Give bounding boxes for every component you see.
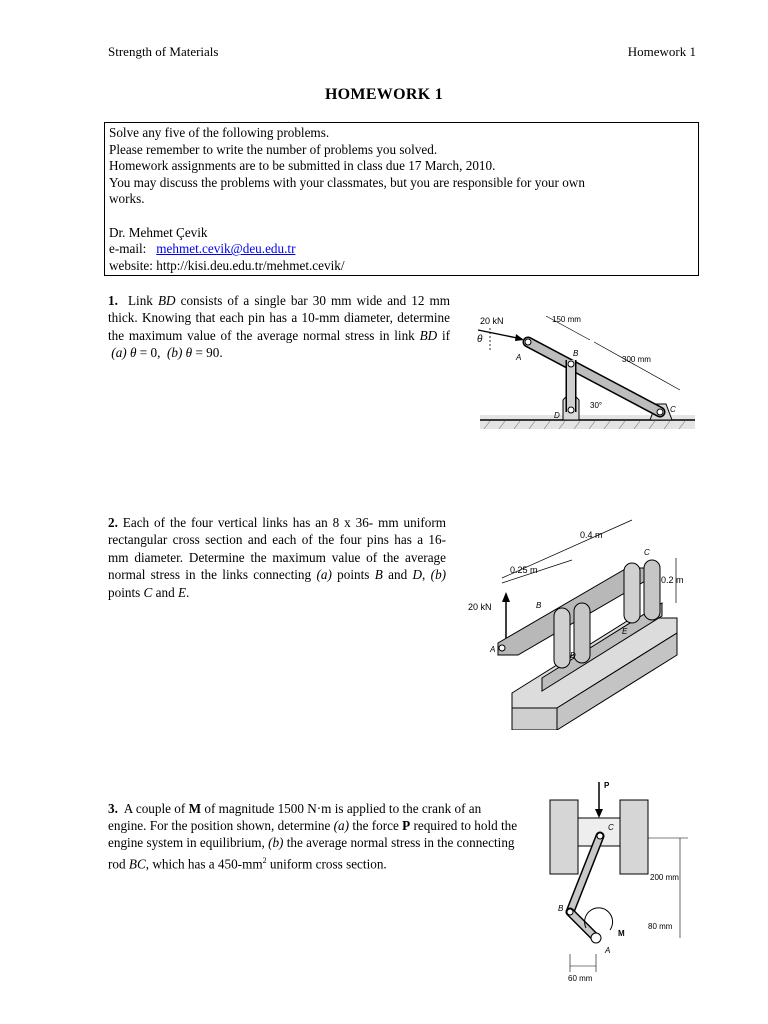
pin-b [567, 909, 573, 915]
moment-label: M [618, 929, 625, 938]
problem-text: which has a 450-mm [152, 856, 263, 871]
email-label: e-mail: [109, 241, 147, 257]
point-label: C [608, 823, 614, 832]
point-label: E [622, 627, 628, 636]
problem-number: 3. [108, 801, 118, 816]
part-label: (a) [333, 818, 350, 834]
website-url[interactable]: http://kisi.deu.edu.tr/mehmet.cevik/ [156, 257, 345, 273]
link-bd-1 [554, 608, 570, 668]
email-row [109, 241, 694, 258]
crank-ab-fill [570, 912, 596, 938]
part-label: (a) [111, 345, 127, 361]
instruction-line: Homework assignments are to be submitted in class due 17 March, 2010. [109, 158, 496, 174]
part-label: (a) [316, 567, 332, 583]
running-header-left: Strength of Materials [108, 44, 219, 59]
problem-text: of magnitude 1500 N·m is applied to the crank of an engine. For the position shown, determine [108, 801, 482, 834]
figure-problem-2 [462, 508, 702, 730]
pin-b [568, 361, 574, 367]
website-label: website: [109, 257, 153, 273]
problem-3-text: 3. A couple of M of magnitude 1500 N·m is applied to the crank of an engine. For the position shown, determine (a) the force P required to hold the engine system in equilibrium, (b) the average normal stress in the connecting rod BC, which has a $450-mm^2$ uniform cross section. [108, 801, 518, 871]
instructions-box [104, 122, 699, 276]
problem-1-text [108, 292, 450, 362]
point-label: D [412, 567, 423, 583]
pin-d [568, 407, 574, 413]
problem-text: Link [127, 293, 153, 308]
point-label: B [558, 904, 564, 913]
dim-label: 0.25 m [510, 565, 538, 575]
symbol-m: M [188, 801, 202, 816]
problem-text: Each of the four vertical links has an 8 x 36- mm uniform rectangular cross section and each of the four pins has a 16- mm diameter. Determine the maximum value of the average normal stress in the links connecting [108, 515, 447, 583]
point-label: B [374, 567, 383, 583]
point-label: A [490, 645, 496, 654]
angle-label: 30° [590, 401, 603, 410]
point-label: E [177, 584, 187, 600]
figure-problem-1 [470, 300, 700, 440]
problem-text: points [108, 584, 141, 600]
instruction-line: You may discuss the problems with your classmates, but you are responsible for your own [109, 174, 585, 190]
problem-text: if [441, 327, 451, 343]
point-label: A [516, 353, 522, 362]
link-ce-1 [624, 563, 640, 623]
theta-label: θ [477, 334, 483, 345]
problem-text: = 0, [139, 345, 161, 361]
point-label: B [536, 601, 542, 610]
superscript: 2 [262, 855, 267, 865]
problem-text: A couple of [123, 801, 186, 816]
problem-number: 2. [108, 515, 118, 530]
arrow-head [502, 592, 510, 602]
instruction-line: Please remember to write the number of problems you solved. [109, 141, 438, 157]
problem-text: points [337, 567, 370, 583]
force-label: 20 kN [480, 316, 504, 326]
dim-label: 0.4 m [580, 530, 603, 540]
theta-symbol: θ [129, 345, 137, 361]
arrow-head [515, 334, 524, 341]
pin-a [591, 933, 601, 943]
part-label: (b) [166, 345, 183, 361]
dim-label: 200 mm [650, 873, 679, 882]
pin-a [499, 645, 505, 651]
problem-text: = 90. [195, 345, 223, 361]
point-label: P [604, 781, 610, 790]
dim-label: 300 mm [622, 355, 651, 364]
website-row [109, 258, 694, 275]
spacer [109, 208, 694, 225]
point-label: D [554, 411, 560, 420]
problem-text: and [388, 567, 408, 583]
pin-c [657, 409, 663, 415]
force-label: 20 kN [468, 602, 492, 612]
problem-text: uniform cross section. [269, 856, 387, 871]
arrow-head [595, 809, 603, 818]
point-label: A [605, 946, 611, 955]
dim-label: 0.2 m [661, 575, 684, 585]
rod-label: BC [128, 856, 146, 871]
dim-label: 80 mm [648, 922, 673, 931]
problem-text: the average normal stress in the connecting rod [108, 835, 515, 871]
point-label: C [644, 548, 650, 557]
symbol-p: P [402, 818, 411, 834]
base-side [512, 708, 557, 730]
page-title: HOMEWORK 1 [324, 86, 444, 103]
theta-symbol: θ [185, 345, 193, 361]
link-label: BD [419, 327, 438, 343]
point-label: C [143, 584, 153, 600]
pin-a [525, 339, 531, 345]
problem-text: consists of a single bar 30 mm wide and 12 mm thick. Knowing that each pin has a 10-mm diameter, determine the maximum value of the average normal stress in link [108, 293, 451, 343]
cylinder-wall-left [550, 800, 578, 874]
running-header-right: Homework 1 [627, 44, 696, 59]
instruction-line: Solve any five of the following problems. [109, 125, 330, 140]
dim-label: 60 mm [568, 974, 593, 983]
pin-c [597, 833, 603, 839]
email-link[interactable]: mehmet.cevik@deu.edu.tr [156, 241, 296, 257]
instructor-name: Dr. Mehmet Çevik [109, 224, 208, 240]
part-label: (b) [430, 567, 447, 583]
link-bd-2 [574, 603, 590, 663]
link-label: BD [157, 293, 176, 308]
part-label: (b) [268, 835, 284, 851]
problem-2-text: 2. Each of the four vertical links has an 8 x 36- mm uniform rectangular cross section and each of the four pins has a 16- mm diameter. Determine the maximum value of the average normal stress in the links connecting (a) points B and D, (b) points C and E. [108, 515, 447, 600]
problem-text: and [155, 584, 175, 600]
problem-number: 1. [108, 293, 118, 308]
instruction-line: works. [109, 191, 145, 207]
link-ce-2 [644, 560, 660, 620]
problem-text: required to hold the engine system in equilibrium, [108, 818, 518, 851]
dim-label: 150 mm [552, 315, 581, 324]
point-label: C [670, 405, 676, 414]
cylinder-wall-right [620, 800, 648, 874]
figure-problem-3 [530, 778, 700, 986]
point-label: D [570, 651, 576, 660]
problem-text: the force [352, 818, 399, 834]
force-arrow [478, 330, 522, 339]
point-label: B [573, 349, 579, 358]
